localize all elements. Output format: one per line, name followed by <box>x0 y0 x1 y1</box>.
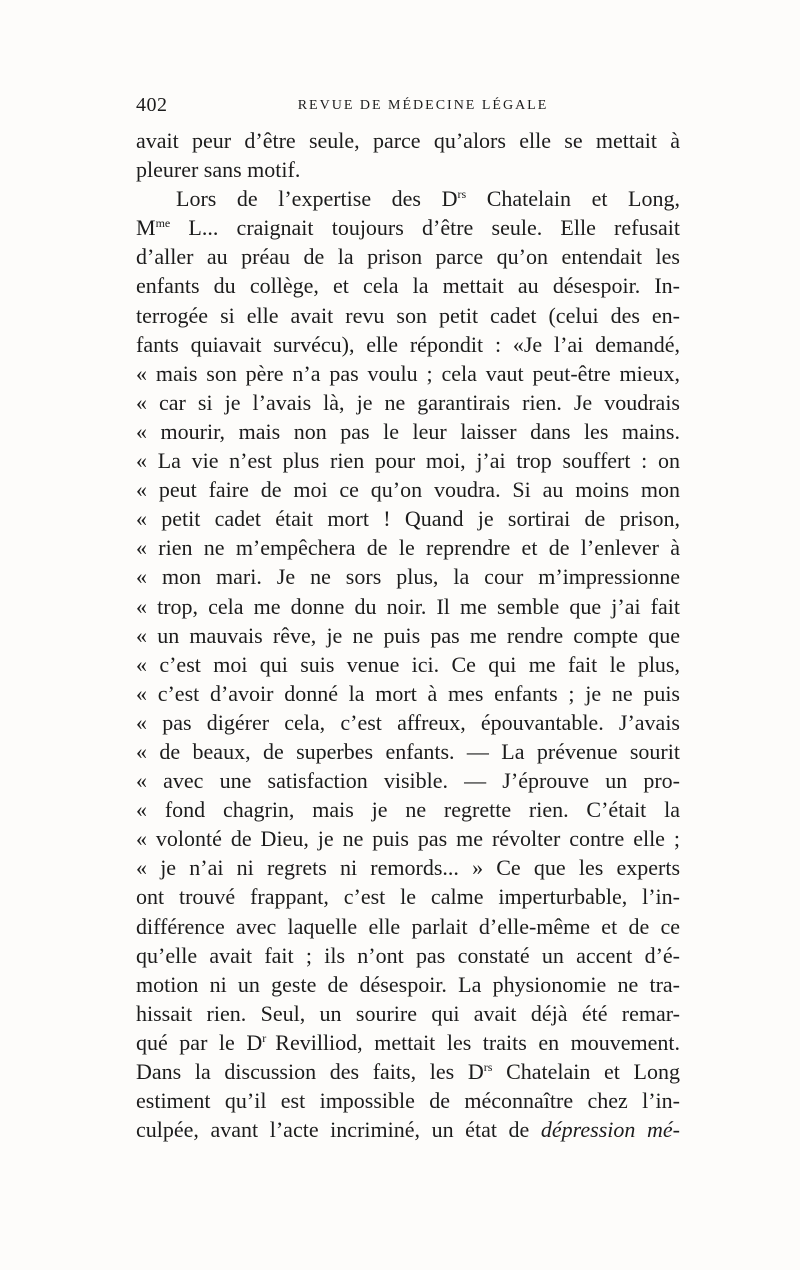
text-line: « rien ne m’empêchera de le reprendre et de l’enlever à <box>136 535 680 561</box>
text-line: « mais son père n’a pas voulu ; cela vaut peut-être mieux, <box>136 360 680 386</box>
text-line: ont trouvé frappant, c’est le calme imperturbable, l’in- <box>136 884 680 910</box>
body-text <box>136 126 680 1144</box>
text-line: $M^{me}$ L... craignait toujours d’être seule. Elle refusait <box>136 215 680 241</box>
text-line: « de beaux, de superbes enfants. — La prévenue sourit <box>136 738 680 764</box>
text-line: estiment qu’il est impossible de méconnaître chez l’in- <box>136 1088 680 1114</box>
text-line: enfants du collège, et cela la mettait au désespoir. In- <box>136 273 680 299</box>
text-line: « petit cadet était mort ! Quand je sortirai de prison, <box>136 506 680 532</box>
text-line: pleurer sans motif. <box>136 157 301 183</box>
text-line: différence avec laquelle elle parlait d’elle-même et de ce <box>136 913 680 939</box>
text-line: « c’est moi qui suis venue ici. Ce qui me fait le plus, <box>136 651 680 677</box>
text-line: Lors de l’expertise des $D^{rs}$ Chatelain et Long, <box>176 186 680 212</box>
text-line: « c’est d’avoir donné la mort à mes enfants ; je ne puis <box>136 680 680 706</box>
page-header <box>136 94 680 118</box>
text-line: qu’elle avait fait ; ils n’ont pas constaté un accent d’é- <box>136 942 680 968</box>
text-line: « un mauvais rêve, je ne puis pas me rendre compte que <box>136 622 680 648</box>
text-line: « peut faire de moi ce qu’on voudra. Si au moins mon <box>136 477 680 503</box>
text-line: « avec une satisfaction visible. — J’éprouve un pro- <box>136 768 680 794</box>
text-line: Dans la discussion des faits, les $D^{rs}$ Chatelain et Long <box>136 1059 680 1084</box>
text-line: « car si je l’avais là, je ne garantirais rien. Je voudrais <box>136 389 680 415</box>
text-line: « La vie n’est plus rien pour moi, j’ai trop souffert : on <box>136 448 680 474</box>
text-line: qué par le $D^r$ Revilliod, mettait les traits en mouvement. <box>136 1029 681 1055</box>
text-line: « fond chagrin, mais je ne regrette rien. C’était la <box>136 797 680 823</box>
text-line: culpée, avant l’acte incriminé, un état de dépression mé- <box>136 1117 680 1143</box>
text-line: « volonté de Dieu, je ne puis pas me révolter contre elle ; <box>136 826 680 852</box>
text-line: avait peur d’être seule, parce qu’alors elle se mettait à <box>136 128 680 153</box>
text-line: hissait rien. Seul, un sourire qui avait déjà été remar- <box>136 1000 680 1026</box>
running-title: REVUE DE MÉDECINE LÉGALE <box>297 98 549 113</box>
text-line: « trop, cela me donne du noir. Il me semble que j’ai fait <box>136 593 680 619</box>
text-line: terrogée si elle avait revu son petit cadet (celui des en- <box>136 302 680 328</box>
text-line: « mon mari. Je ne sors plus, la cour m’impressionne <box>136 564 680 590</box>
text-line: fants quiavait survécu), elle répondit : «Je l’ai demandé, <box>136 331 680 357</box>
text-line: motion ni un geste de désespoir. La physionomie ne tra- <box>136 971 680 997</box>
text-line: « mourir, mais non pas le leur laisser dans les mains. <box>136 418 680 444</box>
text-line: « je n’ai ni regrets ni remords... » Ce que les experts <box>136 855 680 881</box>
page-number: 402 <box>136 94 168 116</box>
text-line: « pas digérer cela, c’est affreux, épouvantable. J’avais <box>136 709 680 735</box>
text-line: d’aller au préau de la prison parce qu’on entendait les <box>136 244 680 270</box>
